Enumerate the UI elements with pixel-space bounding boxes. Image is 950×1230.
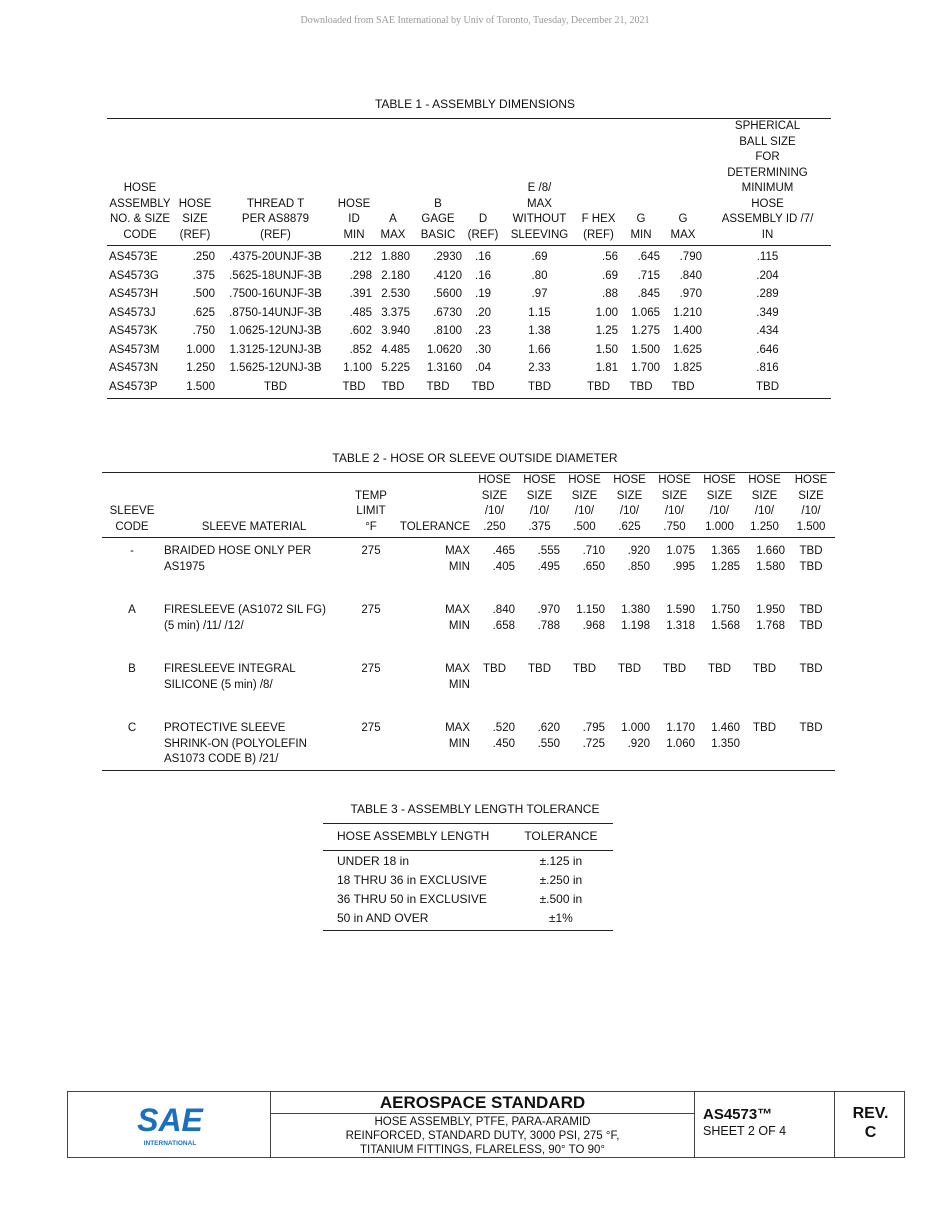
table-cell: MAX MIN — [445, 663, 470, 691]
table-row — [102, 715, 835, 770]
assembly-dimensions-table — [107, 118, 831, 399]
table-cell: 1.66 — [528, 343, 551, 356]
table3-header-cell: TOLERANCE — [524, 829, 598, 843]
rev-cell — [835, 1092, 906, 1157]
table-cell: ±.125 in — [539, 853, 583, 868]
table-cell: 1.170 1.060 — [666, 722, 695, 750]
standard-heading: AEROSPACE STANDARD — [271, 1092, 694, 1114]
table-cell: MAX MIN — [445, 604, 470, 632]
table-cell: 1.750 1.568 — [711, 604, 740, 632]
table-cell: TBD — [629, 380, 653, 393]
table-cell: AS4573N — [109, 362, 159, 374]
table-cell: 1.275 — [631, 325, 660, 337]
table3-header-row — [323, 824, 613, 851]
table-cell: .790 — [679, 251, 702, 263]
table-cell: .485 — [349, 306, 372, 319]
table-cell: TBD — [573, 663, 596, 675]
table-row — [107, 269, 831, 288]
table3-header-cell: HOSE ASSEMBLY LENGTH — [337, 829, 490, 843]
table1-header-cell: G MAX — [670, 213, 696, 241]
logo-text: SAE — [137, 1103, 203, 1138]
logo-cell — [68, 1092, 271, 1157]
rev-value: C — [864, 1124, 877, 1141]
table2-header-cell: HOSE SIZE /10/ .250 — [478, 474, 511, 533]
table-cell: .298 — [349, 269, 372, 282]
table-cell: TBD TBD — [799, 545, 823, 573]
table2-header-cell: TOLERANCE — [399, 520, 470, 533]
table-cell: 5.225 — [381, 362, 410, 374]
doc-number: AS4573™ — [703, 1106, 773, 1123]
table1-header-cell: A MAX — [380, 213, 406, 241]
table-cell: AS4573P — [109, 380, 158, 393]
table-cell: .465 .405 — [492, 545, 515, 573]
table-cell: .04 — [475, 362, 491, 374]
table-cell: .5600 — [433, 288, 462, 300]
table-cell: .7500-16UNJF-3B — [229, 288, 322, 300]
table-cell: TBD — [342, 380, 366, 393]
table-cell: .840 — [679, 269, 702, 282]
table-cell: .204 — [756, 269, 779, 282]
table-cell: 1.0620 — [426, 343, 462, 356]
table-cell: .750 — [192, 325, 215, 337]
table-cell: .115 — [756, 251, 779, 263]
table-cell: PROTECTIVE SLEEVE SHRINK-ON (POLYOLEFIN AS1073 CODE B) /21/ — [164, 722, 307, 765]
table1-header-cell: SPHERICAL BALL SIZE FOR DETERMINING MINIMUM HOSE ASSEMBLY ID /7/ IN — [721, 120, 814, 241]
table-cell: .795 .725 — [582, 722, 605, 750]
table-cell: TBD — [264, 380, 287, 393]
table-cell: 1.590 1.318 — [666, 604, 695, 632]
table-row — [323, 850, 613, 873]
table-cell: .555 .495 — [537, 545, 560, 573]
table-row — [107, 306, 831, 325]
table-cell: .8750-14UNJF-3B — [229, 306, 322, 319]
table-cell: .6730 — [433, 306, 462, 319]
table-cell: AS4573G — [109, 269, 159, 282]
table-cell: .920 .850 — [627, 545, 650, 573]
table1-header-row — [107, 119, 831, 246]
table-cell: ±.250 in — [539, 872, 583, 887]
table1-header-cell: HOSE ID MIN — [337, 197, 371, 241]
table1-body — [107, 246, 831, 399]
doc-cell — [695, 1092, 835, 1157]
hose-sleeve-od-table — [102, 472, 835, 771]
table-cell: 1.625 — [673, 343, 702, 356]
table-cell: FIRESLEEVE (AS1072 SIL FG) (5 min) /11/ /12/ — [164, 604, 326, 632]
table-cell: 1.365 1.285 — [711, 545, 740, 573]
table-cell: AS4573K — [109, 325, 158, 337]
table-cell: TBD — [663, 663, 686, 675]
table-cell: 1.500 — [631, 343, 660, 356]
table-row — [107, 361, 831, 380]
table-cell: 4.485 — [381, 343, 410, 356]
table-cell: TBD — [471, 380, 495, 393]
table-cell: .434 — [756, 325, 779, 337]
table-cell: 1.950 1.768 — [756, 604, 785, 632]
table-cell: TBD — [587, 380, 610, 393]
table-row — [107, 246, 831, 269]
table-cell: TBD — [381, 380, 405, 393]
table-cell: 1.3125-12UNJ-3B — [229, 343, 322, 356]
table-cell: MAX MIN — [445, 545, 470, 573]
table1-header-cell: F HEX (REF) — [581, 213, 616, 241]
table-cell: 1.25 — [595, 325, 618, 337]
table3-body — [323, 850, 613, 930]
table-cell: .970 — [679, 288, 702, 300]
table-cell: .645 — [637, 251, 660, 263]
table-cell: 1.00 — [595, 306, 618, 319]
table-cell: FIRESLEEVE INTEGRAL SILICONE (5 min) /8/ — [164, 663, 296, 691]
table-cell: AS4573E — [109, 251, 158, 263]
standard-subtitle: HOSE ASSEMBLY, PTFE, PARA-ARAMID REINFORCED, STANDARD DUTY, 3000 PSI, 275 °F, TITANIUM FITTINGS, FLARELESS, 90° TO 90° — [345, 1116, 620, 1156]
table1-header-cell: B GAGE BASIC — [420, 197, 456, 241]
table-cell: .620 .550 — [537, 722, 560, 750]
table-cell: .212 — [349, 251, 372, 263]
table-row — [323, 892, 613, 911]
table-cell: .520 .450 — [492, 722, 515, 750]
table-row — [107, 324, 831, 343]
table2-header-cell: HOSE SIZE /10/ .625 — [613, 474, 646, 533]
table-cell: .625 — [192, 306, 215, 319]
table-cell: 1.880 — [381, 251, 410, 263]
table1-header-cell: HOSE SIZE (REF) — [178, 197, 212, 241]
table-cell: C — [127, 722, 137, 734]
table-cell: 1.50 — [595, 343, 618, 356]
table3-title: TABLE 3 - ASSEMBLY LENGTH TOLERANCE — [350, 802, 600, 816]
table-cell: 36 THRU 50 in EXCLUSIVE — [337, 891, 487, 906]
table-cell: MAX MIN — [445, 722, 470, 750]
table-cell: 275 — [361, 663, 381, 675]
table-cell: .69 — [531, 251, 548, 263]
table-cell: 1.0625-12UNJ-3B — [229, 325, 322, 337]
table-cell: TBD — [528, 663, 551, 675]
table-cell: 1.000 .920 — [621, 722, 650, 750]
table-cell: .715 — [637, 269, 660, 282]
table-cell: .816 — [756, 362, 779, 374]
table-cell: 1.3160 — [426, 362, 462, 374]
table-cell: .20 — [475, 306, 491, 319]
table-cell: ±.500 in — [539, 891, 583, 906]
sheet-number: SHEET 2 OF 4 — [703, 1124, 787, 1138]
table-cell: - — [130, 545, 134, 557]
table-cell: .88 — [602, 288, 618, 300]
table-cell: .16 — [475, 251, 491, 263]
table2-body — [102, 538, 835, 771]
table-cell: .23 — [475, 325, 491, 337]
table-cell: TBD — [756, 380, 779, 393]
sae-logo-icon — [136, 1103, 204, 1149]
table-cell: 2.530 — [381, 288, 410, 300]
table-cell: .8100 — [433, 325, 462, 337]
logo-sub: INTERNATIONAL — [143, 1140, 197, 1147]
table-cell: 1.250 — [186, 362, 215, 374]
table-row — [323, 911, 613, 931]
table1-header-cell: G MIN — [630, 213, 652, 241]
table-cell: 18 THRU 36 in EXCLUSIVE — [337, 872, 487, 887]
table2-header-cell: HOSE SIZE /10/ 1.500 — [794, 474, 828, 533]
table-cell: TBD — [753, 722, 776, 734]
table-cell: AS4573J — [109, 306, 156, 319]
table-cell: .500 — [192, 288, 215, 300]
table-cell: 1.065 — [631, 306, 660, 319]
table-cell: 1.400 — [673, 325, 702, 337]
table-cell: .19 — [475, 288, 491, 300]
table-cell: TBD — [753, 663, 776, 675]
table-cell: 1.660 1.580 — [756, 545, 785, 573]
table-cell: AS4573H — [109, 288, 159, 300]
table-cell: .391 — [349, 288, 372, 300]
table-cell: 50 in AND OVER — [337, 910, 429, 925]
table1-header-cell: THREAD T PER AS8879 (REF) — [241, 197, 310, 241]
table-cell: B — [128, 663, 136, 675]
table-cell: .16 — [475, 269, 491, 282]
table-cell: .840 .658 — [492, 604, 515, 632]
table-cell: .852 — [349, 343, 372, 356]
table-cell: .69 — [602, 269, 618, 282]
table-cell: 2.33 — [528, 362, 551, 374]
table1-header-cell: E /8/ MAX WITHOUT SLEEVING — [510, 182, 569, 241]
table-cell: .349 — [756, 306, 779, 319]
table1-header-cell: HOSE ASSEMBLY NO. & SIZE CODE — [109, 182, 171, 241]
table-cell: TBD — [799, 722, 823, 734]
table-cell: .80 — [531, 269, 548, 282]
table-row — [107, 287, 831, 306]
table-cell: .289 — [756, 288, 779, 300]
table2-header-cell: HOSE SIZE /10/ .375 — [523, 474, 556, 533]
table-cell: .970 .788 — [537, 604, 560, 632]
table-cell: 1.380 1.198 — [621, 604, 650, 632]
table1-title: TABLE 1 - ASSEMBLY DIMENSIONS — [374, 97, 576, 111]
table-cell: 3.375 — [381, 306, 410, 319]
table-cell: 1.15 — [528, 306, 551, 319]
table-cell: 1.825 — [673, 362, 702, 374]
table-cell: TBD — [618, 663, 641, 675]
table2-header-row — [102, 473, 835, 538]
length-tolerance-table — [323, 823, 613, 931]
table-cell: 275 — [361, 604, 381, 616]
table-cell: .4120 — [433, 269, 462, 282]
table-cell: 275 — [361, 545, 381, 557]
table-cell: .2930 — [433, 251, 462, 263]
table2-header-cell: HOSE SIZE /10/ 1.000 — [703, 474, 736, 533]
table-cell: UNDER 18 in — [337, 853, 410, 868]
table-cell: BRAIDED HOSE ONLY PER AS1975 — [164, 545, 312, 573]
table-cell: AS4573M — [109, 343, 160, 356]
table-cell: TBD — [483, 663, 506, 675]
table-cell: .5625-18UNJF-3B — [229, 269, 322, 282]
table-cell: .97 — [531, 288, 548, 300]
table-cell: .56 — [602, 251, 618, 263]
table2-header-cell: HOSE SIZE /10/ .750 — [658, 474, 691, 533]
table2-header-cell: SLEEVE MATERIAL — [201, 520, 307, 533]
table-cell: TBD — [528, 380, 551, 393]
table-cell: TBD — [799, 663, 823, 675]
title-cell — [271, 1092, 695, 1157]
table-cell: .375 — [192, 269, 215, 282]
table2-header-cell: SLEEVE CODE — [109, 505, 155, 533]
table-cell: TBD TBD — [799, 604, 823, 632]
table-cell: .4375-20UNJF-3B — [229, 251, 322, 263]
table-cell: 1.210 — [673, 306, 702, 319]
table2-header-cell: TEMP LIMIT °F — [355, 489, 387, 533]
table-cell: 1.700 — [631, 362, 660, 374]
table-cell: 1.100 — [343, 362, 372, 374]
table-row — [323, 873, 613, 892]
table-cell: 1.38 — [528, 325, 551, 337]
table-cell: 1.5625-12UNJ-3B — [229, 362, 322, 374]
table-cell: 1.460 1.350 — [711, 722, 740, 750]
table-cell: .602 — [349, 325, 372, 337]
table-cell: 1.81 — [595, 362, 618, 374]
table-row — [102, 597, 835, 656]
table-cell: .646 — [756, 343, 779, 356]
table-row — [102, 656, 835, 715]
table-cell: .845 — [637, 288, 660, 300]
table-cell: 1.150 .968 — [576, 604, 605, 632]
table-cell: TBD — [426, 380, 450, 393]
table-cell: 3.940 — [381, 325, 410, 337]
table-row — [107, 343, 831, 362]
table-row — [102, 538, 835, 598]
table-cell: 1.075 .995 — [666, 545, 695, 573]
title-block — [67, 1091, 905, 1158]
download-notice: Downloaded from SAE International by Univ of Toronto, Tuesday, December 21, 2021 — [300, 15, 650, 26]
table-cell: .30 — [475, 343, 491, 356]
table2-header-cell: HOSE SIZE /10/ .500 — [568, 474, 601, 533]
table-cell: 2.180 — [381, 269, 410, 282]
table2-header-cell: HOSE SIZE /10/ 1.250 — [748, 474, 781, 533]
table-cell: .710 .650 — [582, 545, 605, 573]
table-cell: 275 — [361, 722, 381, 734]
table-row — [107, 380, 831, 399]
table-cell: 1.000 — [186, 343, 215, 356]
table-cell: TBD — [708, 663, 731, 675]
table-cell: TBD — [671, 380, 695, 393]
table-cell: A — [128, 604, 136, 616]
table-cell: .250 — [192, 251, 215, 263]
table1-header-cell: D (REF) — [467, 213, 499, 241]
rev-label: REV. — [852, 1105, 889, 1122]
table-cell: ±1% — [548, 910, 573, 925]
table2-title: TABLE 2 - HOSE OR SLEEVE OUTSIDE DIAMETER — [332, 451, 618, 465]
table-cell: 1.500 — [186, 380, 215, 393]
